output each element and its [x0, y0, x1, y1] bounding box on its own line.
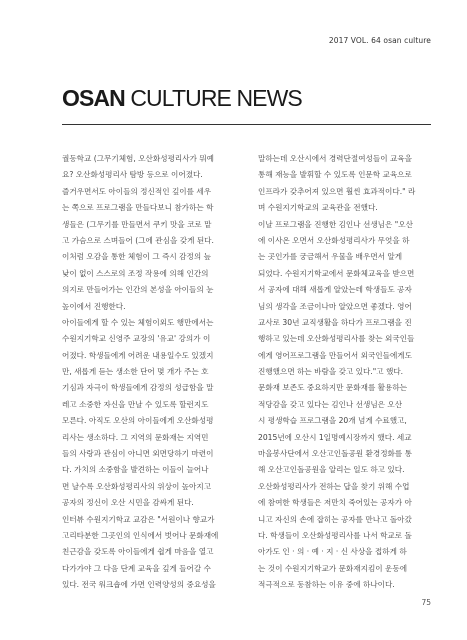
text-line: 요? 오산화성평리사 탐방 등으로 이어졌다. — [62, 170, 203, 180]
text-line: 인터뷰 수원지기학교 교감은 "서원이나 향교가 — [62, 514, 215, 524]
text-line: 생들은 (그무기를 만들면서 쿠키 맛을 코로 맡 — [62, 219, 212, 229]
text-line: 적극적으로 동참하는 이유 중에 하나이다. — [258, 580, 395, 590]
text-line: 아이들에게 할 수 있는 체험이외도 행만에서는 — [62, 317, 214, 327]
text-line: 다가가야 그 다음 단계 교육을 깊게 들어갈 수 — [62, 563, 211, 573]
text-line: 면 날수록 오산화성평리사의 위상이 높아지고 — [62, 481, 212, 491]
text-line: 는 것이 수원지기학교가 문화재지킴이 운동에 — [258, 563, 408, 573]
text-line: 의지로 만들어가는 인간의 본성을 아이들의 눈 — [62, 285, 214, 295]
text-line: 2015년에 오산시 1일명예시장까지 했다. 세교 — [258, 432, 412, 442]
text-line: 인프라가 갖추어져 있으면 훨씬 효과적이다." 라 — [258, 186, 416, 196]
text-line: 이날 프로그램을 진행한 김인나 선생님은 "오산 — [258, 219, 413, 229]
text-line: 레고 소중한 자신을 만날 수 있도록 할런지도 — [62, 399, 209, 409]
section-title-bold: OSAN — [62, 85, 125, 111]
text-line: 모른다. 아직도 오산의 아이들에게 오산화성평 — [62, 416, 214, 426]
text-line: 공자의 정신이 오산 시민을 감싸게 된다. — [62, 498, 194, 508]
text-line: 다. 가치의 소중함을 발견하는 이들이 늘어나 — [62, 465, 209, 475]
text-line: 오산화성평리사가 전하는 답을 찾기 위해 수업 — [258, 481, 410, 491]
text-line: 이처럼 오감을 통한 체험이 그 즉시 감정의 늪 — [62, 252, 211, 262]
text-line: 들의 사랑과 관심이 아니면 외면당하기 마련이 — [62, 449, 214, 459]
text-line: 어졌다. 학생들에게 어려운 내용일수도 있겠지 — [62, 350, 214, 360]
text-line: 되었다. 수원지기학교에서 문화체교육을 받으면 — [258, 268, 415, 278]
title-divider — [62, 124, 431, 125]
text-line: 고 가슴으로 스며들어 (그에 관심을 갖게 된다. — [62, 235, 214, 245]
text-line: 행하고 있는데 오산화성평리사를 찾는 외국인들 — [258, 334, 415, 344]
article-column-left — [62, 151, 236, 594]
text-line: 기심과 자극이 학생들에게 감정의 성급함을 말 — [62, 383, 214, 393]
text-line: 리사는 생소하다. 그 지역의 문화재는 지역민 — [62, 432, 209, 442]
text-line: 즐거우면서도 아이들의 정신적인 깊이를 세우 — [62, 186, 212, 196]
section-title — [62, 87, 302, 110]
text-line: 궐동학교 (그무기체험, 오산화성평리사가 뭐예 — [62, 154, 214, 163]
text-line: 다. 학생들이 오산화성평리사를 나서 학교로 돌 — [258, 530, 412, 540]
text-line: 시 평생학습 프로그램을 20개 넘게 수료했고, — [258, 416, 407, 426]
section-title-light: CULTURE NEWS — [124, 85, 302, 111]
issue-header: 2017 VOL. 64 osan culture — [328, 36, 431, 45]
page-number: 75 — [421, 598, 431, 607]
text-line: 통해 재능을 발휘할 수 있도록 인문학 교육으로 — [258, 170, 412, 180]
text-line: 진행했으면 하는 바람을 갖고 있다."고 했다. — [258, 367, 404, 377]
text-line: 친근감을 갖도록 아이들에게 쉽게 마음을 열고 — [62, 547, 214, 557]
article-column-right — [258, 151, 432, 594]
text-line: 아가도 인 · 의 · 예 · 지 · 신 사상을 접하게 하 — [258, 547, 407, 557]
text-line: 문화재 보존도 중요하지만 문화재를 활용하는 — [258, 383, 408, 393]
text-line: 니고 자신의 손에 잡히는 공자를 만나고 돌아갔 — [258, 514, 412, 524]
text-line: 고리타분한 그곳인의 인식에서 벗어나 문화재에 — [62, 530, 219, 540]
text-line: 낮이 없이 스스로의 조정 작용에 의해 인간의 — [62, 268, 209, 278]
text-line: 교사로 30년 교직생활을 하다가 프로그램을 진 — [258, 317, 412, 327]
text-line: 있다. 전국 워크숍에 가면 인력양성의 중요성을 — [62, 580, 216, 590]
text-line: 말하는데 오산시에서 경력단절여성들이 교육을 — [258, 154, 412, 163]
text-line: 적당감을 갖고 있다는 김인나 선생님은 오산 — [258, 399, 403, 409]
text-line: 마을봉사단에서 오산고인돌공원 환경정화를 통 — [258, 449, 412, 459]
text-line: 는 곳인가를 궁금해서 우물을 배우면서 알게 — [258, 252, 403, 262]
text-line: 수원지기학교 신영주 교장의 '유교' 강의가 이 — [62, 334, 211, 344]
text-line: 며 수원지기학교의 교육관을 전했다. — [258, 203, 378, 213]
text-line: 님의 생각을 조금이나마 알았으면 좋겠다. 영어 — [258, 301, 412, 311]
text-line: 서 공자에 대해 새롭게 알았는데 학생들도 공자 — [258, 285, 412, 295]
text-line: 에 참여한 학생들은 저만치 죽어있는 공자가 아 — [258, 498, 412, 508]
text-line: 는 쪽으로 프로그램을 만들다보니 참가하는 학 — [62, 203, 214, 213]
text-line: 에게 영어프로그램을 만들어서 외국인들에게도 — [258, 350, 412, 360]
text-line: 에 이사온 오면서 오산화성평리사가 무엇을 하 — [258, 235, 410, 245]
text-line: 만, 새롭게 듣는 생소한 단어 몇 개가 주는 호 — [62, 367, 209, 377]
text-line: 높이에서 진행한다. — [62, 301, 126, 311]
text-line: 해 오산고인돌공원을 알리는 일도 하고 있다. — [258, 465, 405, 475]
